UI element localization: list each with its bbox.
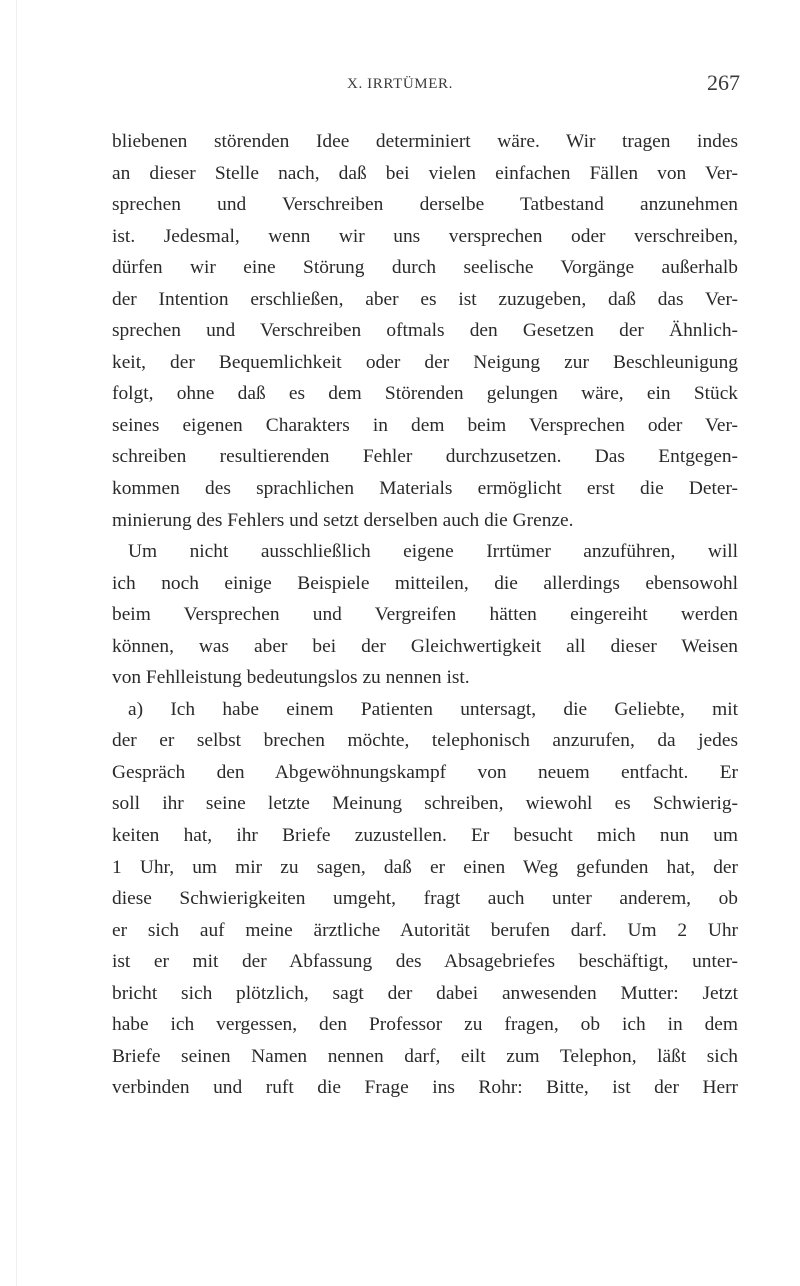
text-line: bricht sich plötzlich, sagt der dabei anwesenden Mutter: Jetzt [112,982,738,1004]
text-line: an dieser Stelle nach, daß bei vielen einfachen Fällen von Ver- [112,162,738,184]
page-number: 267 [707,70,740,95]
text-line: der Intention erschließen, aber es ist zuzugeben, daß das Ver- [112,288,738,310]
text-line: Um nicht ausschließlich eigene Irrtümer anzuführen, will [128,541,738,563]
text-line: keit, der Bequemlichkeit oder der Neigung zur Beschleunigung [112,351,738,373]
text-line: folgt, ohne daß es dem Störenden gelungen wäre, ein Stück [112,383,738,405]
text-line: Briefe seinen Namen nennen darf, eilt zum Telephon, läßt sich [112,1045,738,1067]
scan-edge-line [16,0,17,1286]
text-line: schreiben resultierenden Fehler durchzusetzen. Das Entgegen- [112,446,738,468]
text-line: ich noch einige Beispiele mitteilen, die allerdings ebensowohl [112,572,738,594]
text-line: von Fehlleistung bedeutungslos zu nennen ist. [112,667,470,689]
text-line: minierung des Fehlers und setzt derselben auch die Grenze. [112,509,574,531]
text-line: a) Ich habe einem Patienten untersagt, die Geliebte, mit [128,698,738,720]
text-line: Gespräch den Abgewöhnungskampf von neuem entfacht. Er [112,761,738,783]
text-line: er sich auf meine ärztliche Autorität berufen darf. Um 2 Uhr [112,919,738,941]
text-line: können, was aber bei der Gleichwertigkeit all dieser Weisen [112,635,738,657]
text-line: ist er mit der Abfassung des Absagebriefes beschäftigt, unter- [112,951,738,973]
text-line: beim Versprechen und Vergreifen hätten eingereiht werden [112,604,738,626]
text-line: sprechen und Verschreiben oftmals den Gesetzen der Ähnlich- [112,320,738,342]
text-line: sprechen und Verschreiben derselbe Tatbestand anzunehmen [112,194,738,216]
page-header [0,68,800,98]
text-line: der er selbst brechen möchte, telephonisch anzurufen, da jedes [112,730,738,752]
text-line: soll ihr seine letzte Meinung schreiben, wiewohl es Schwierig- [112,793,738,815]
text-line: 1 Uhr, um mir zu sagen, daß er einen Weg gefunden hat, der [112,856,738,878]
text-line: dürfen wir eine Störung durch seelische Vorgänge außerhalb [112,257,738,279]
text-line: keiten hat, ihr Briefe zuzustellen. Er besucht mich nun um [112,825,738,847]
body-text [112,126,738,1104]
text-line: diese Schwierigkeiten umgeht, fragt auch unter anderem, ob [112,888,738,910]
text-line: habe ich vergessen, den Professor zu fragen, ob ich in dem [112,1014,738,1036]
text-line: bliebenen störenden Idee determiniert wäre. Wir tragen indes [112,131,738,152]
text-line: verbinden und ruft die Frage ins Rohr: Bitte, ist der Herr [112,1077,738,1099]
text-line: kommen des sprachlichen Materials ermöglicht erst die Deter- [112,478,738,500]
text-line: ist. Jedesmal, wenn wir uns versprechen oder verschreiben, [112,225,738,247]
running-head: X. IRRTÜMER. [347,76,453,92]
text-line: seines eigenen Charakters in dem beim Versprechen oder Ver- [112,414,738,436]
